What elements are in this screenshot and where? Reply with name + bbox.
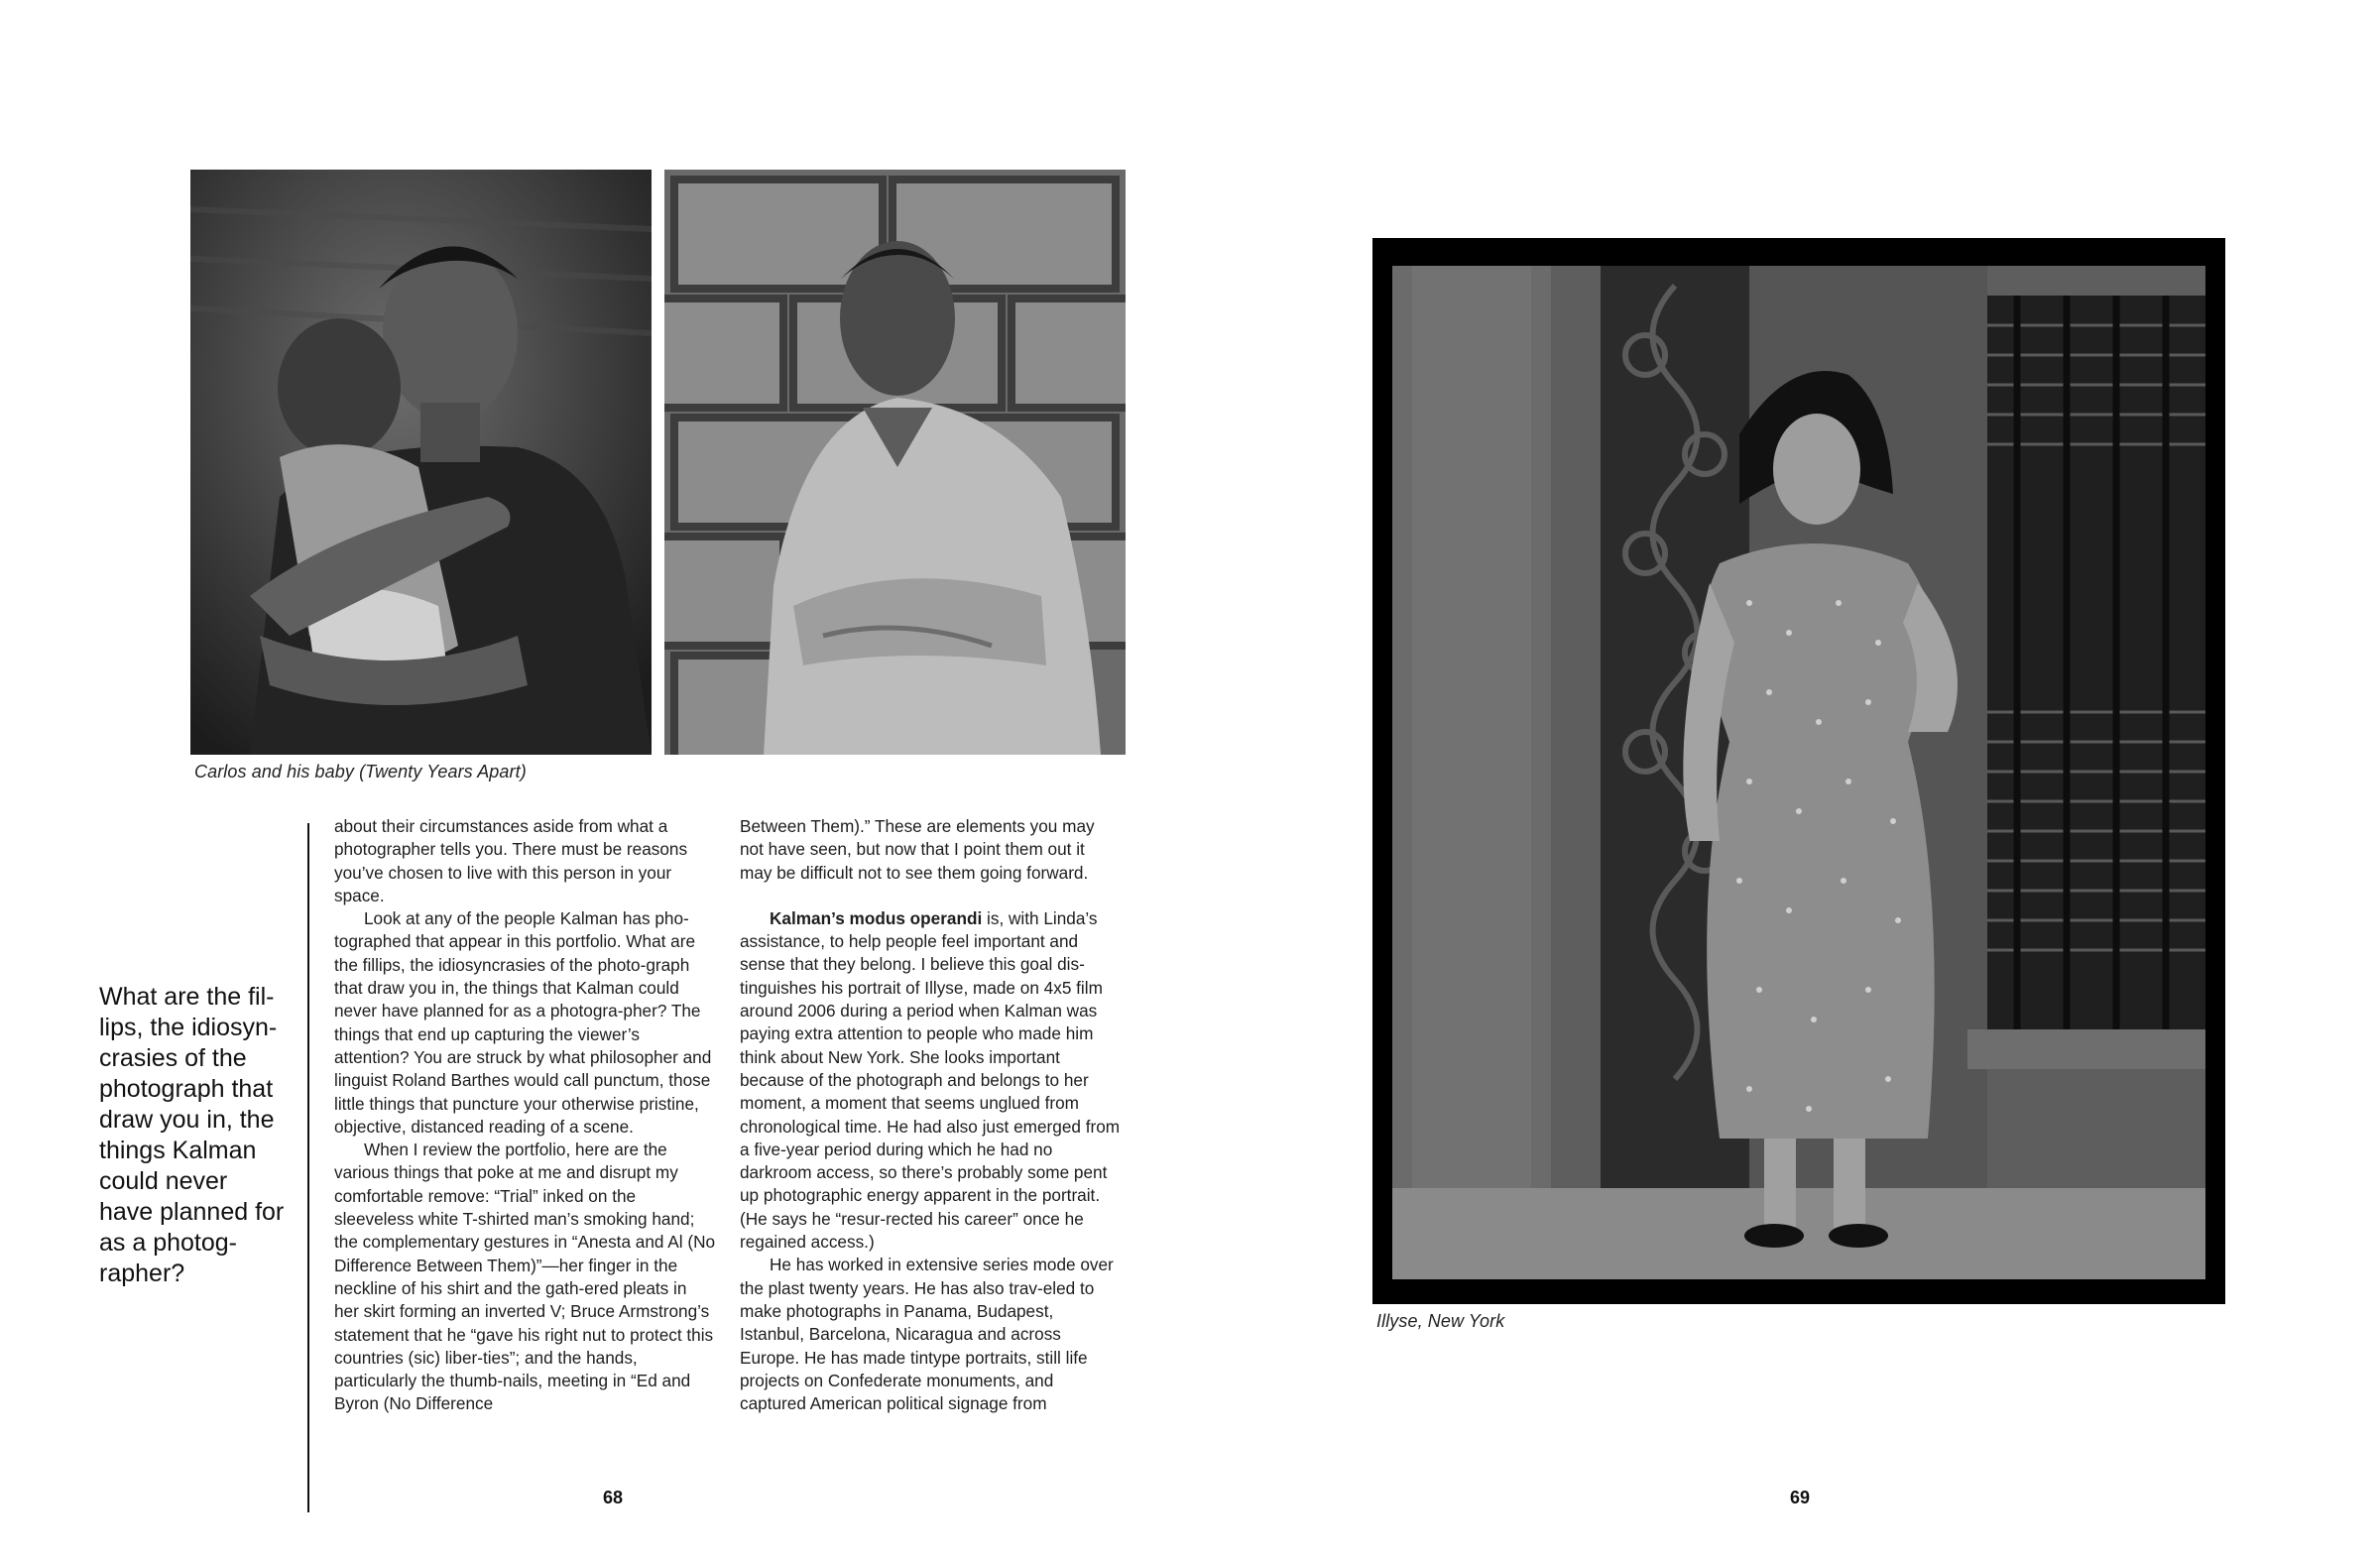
page-number: 68 — [603, 1488, 624, 1507]
photo-caption: Illyse, New York — [1376, 1311, 1505, 1331]
run-in-heading: Kalman’s modus operandi — [770, 907, 983, 928]
page-number: 69 — [1790, 1488, 1811, 1507]
paragraph: He has worked in extensive series mode over the plast twenty years. He has also trav-eled to make photographs in Panama, Budapest, Istanbul, Barcelona, Nicaragua and across Europe. He has made tintype portraits, still life projects on Confederate monuments, and captured American political signage from — [740, 1255, 1114, 1414]
paragraph: Between Them).” These are elements you may not have seen, but now that I point them out it may be difficult not to see them going forward. — [740, 816, 1095, 883]
pull-quote: What are the fil-lips, the idiosyn-crasies of the photograph that draw you in, the things Kalman could never have planned for as a photog-rapher? — [99, 983, 285, 1287]
right-page — [1190, 0, 2380, 1561]
paragraph: When I review the portfolio, here are the various things that poke at me and disrupt my comfortable remove: “Trial” inked on the sleeveless white T-shirted man’s smoking hand; the complementary gestures in “Anesta and Al (No Difference Between Them)”—her finger in the neckline of his shirt and the gath-ered pleats in her skirt forming an inverted V; Bruce Armstrong’s statement that he “gave his right nut to protect this countries (sic) liber-ties”; and the hands, particularly the thumb-nails, meeting in “Ed and Byron (No Difference — [334, 1140, 716, 1414]
text-column-1 — [334, 815, 716, 1416]
paragraph-text: is, with Linda’s assistance, to help people feel important and sense that they belong. I believe this goal dis-tinguishes his portrait of Illyse, made on 4x5 film around 2006 during a period when Kalman was paying extra attention to people who made him think about New York. She looks important because of the photograph and belongs to her moment, a moment that seems unglued from chronological time. He had also just emerged from a five-year period during which he had no darkroom access, so there’s probably some pent up photographic energy apparent in the portrait. (He says he “resur-rected his career” once he regained access.) — [740, 907, 1121, 1253]
vertical-rule — [307, 823, 309, 1512]
paragraph: about their circumstances aside from what a photographer tells you. There must be reasons you’ve chosen to live with this person in your space. — [334, 816, 688, 905]
photo-man-crossed-arms — [664, 170, 1126, 755]
paragraph: Look at any of the people Kalman has pho-tographed that appear in this portfolio. What are the fillips, the idiosyncrasies of the photo-graph that draw you in, the things that Kalman could never have planned for as a photogra-pher? The things that end up capturing the viewer’s attention? You are struck by what philosopher and linguist Roland Barthes would call punctum, those little things that puncture your otherwise pristine, objective, distanced reading of a scene. — [334, 908, 712, 1137]
paragraph — [740, 907, 1122, 1254]
photo-caption: Carlos and his baby (Twenty Years Apart) — [194, 762, 527, 781]
text-column-2 — [740, 815, 1122, 1415]
photo-illyse — [1372, 238, 2225, 1304]
photo-carlos-and-baby — [190, 170, 652, 755]
